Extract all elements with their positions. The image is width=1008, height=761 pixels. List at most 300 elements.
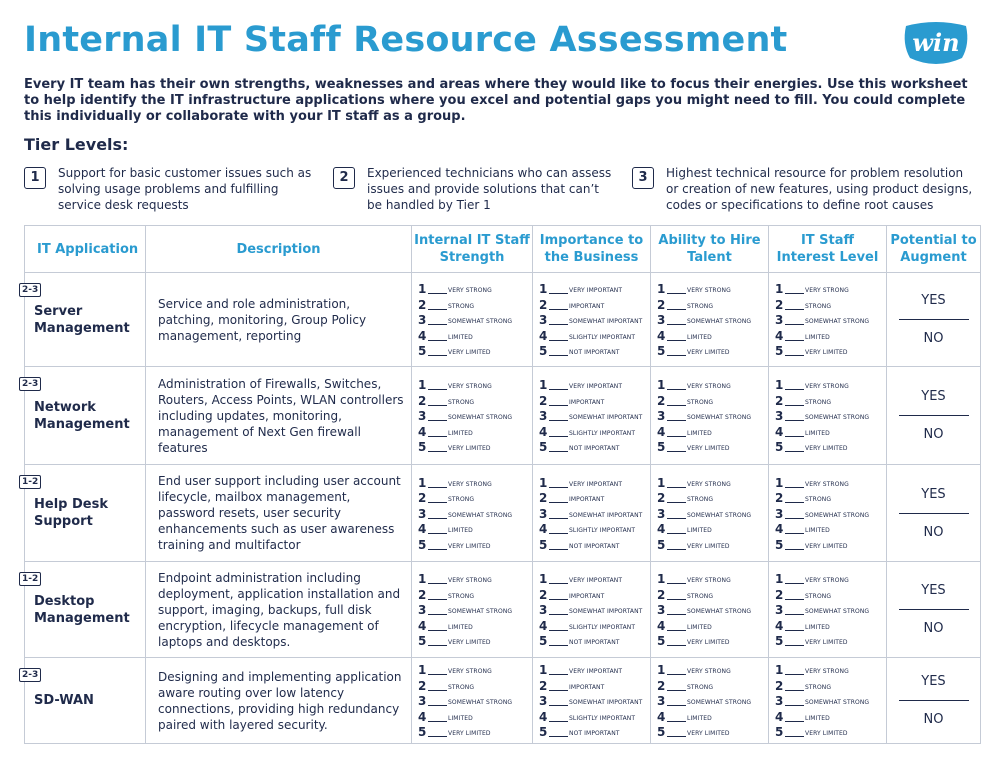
rating-option[interactable] xyxy=(775,633,886,649)
rating-number: 1 xyxy=(418,572,427,587)
rating-option[interactable] xyxy=(418,724,532,740)
rating-label: IMPORTANT xyxy=(569,302,605,310)
rating-blank-line[interactable] xyxy=(549,690,568,691)
rating-blank-line[interactable] xyxy=(549,533,568,534)
rating-option[interactable] xyxy=(539,724,650,740)
rating-blank-line[interactable] xyxy=(785,293,804,294)
rating-blank-line[interactable] xyxy=(785,614,804,615)
rating-blank-line[interactable] xyxy=(667,502,686,503)
rating-option[interactable] xyxy=(418,377,532,393)
rating-option[interactable] xyxy=(775,536,886,552)
rating-blank-line[interactable] xyxy=(785,405,804,406)
rating-label: STRONG xyxy=(805,592,832,600)
rating-option[interactable] xyxy=(657,662,768,678)
rating-label: VERY STRONG xyxy=(448,287,492,295)
rating-blank-line[interactable] xyxy=(667,721,686,722)
rating-blank-line[interactable] xyxy=(667,736,686,737)
rating-blank-line[interactable] xyxy=(667,405,686,406)
rating-option[interactable] xyxy=(775,521,886,537)
rating-number: 4 xyxy=(775,328,784,343)
rating-option[interactable] xyxy=(657,377,768,393)
app-description: Administration of Firewalls, Switches, Routers, Access Points, WLAN controllers including updates, monitoring, management of Next Gen firewall features xyxy=(146,367,412,465)
rating-blank-line[interactable] xyxy=(549,502,568,503)
rating-option[interactable] xyxy=(775,693,886,709)
rating-option[interactable] xyxy=(775,439,886,455)
rating-option[interactable] xyxy=(418,343,532,359)
rating-blank-line[interactable] xyxy=(428,674,447,675)
rating-label: VERY STRONG xyxy=(687,668,731,676)
rating-blank-line[interactable] xyxy=(549,451,568,452)
rating-label: SLIGHTLY IMPORTANT xyxy=(569,714,636,722)
rating-option[interactable] xyxy=(775,408,886,424)
rating-number: 5 xyxy=(657,344,666,359)
rating-option[interactable] xyxy=(775,423,886,439)
rating-blank-line[interactable] xyxy=(785,599,804,600)
rating-blank-line[interactable] xyxy=(549,487,568,488)
rating-number: 5 xyxy=(418,537,427,552)
rating-option[interactable] xyxy=(775,377,886,393)
rating-label: VERY LIMITED xyxy=(448,639,491,647)
rating-option[interactable] xyxy=(418,677,532,693)
rating-option[interactable] xyxy=(539,377,650,393)
rating-option[interactable] xyxy=(418,281,532,297)
rating-option[interactable] xyxy=(539,327,650,343)
hire-talent-rating xyxy=(651,367,769,465)
rating-blank-line[interactable] xyxy=(428,309,447,310)
rating-number: 3 xyxy=(539,694,548,709)
rating-option[interactable] xyxy=(418,536,532,552)
rating-blank-line[interactable] xyxy=(785,309,804,310)
augment-cell xyxy=(887,658,981,744)
app-cell xyxy=(22,562,146,658)
rating-number: 1 xyxy=(775,378,784,393)
rating-blank-line[interactable] xyxy=(549,324,568,325)
rating-label: NOT IMPORTANT xyxy=(569,730,620,738)
rating-blank-line[interactable] xyxy=(549,420,568,421)
rating-blank-line[interactable] xyxy=(428,549,447,550)
rating-blank-line[interactable] xyxy=(428,736,447,737)
rating-option[interactable] xyxy=(657,327,768,343)
rating-option[interactable] xyxy=(539,343,650,359)
rating-blank-line[interactable] xyxy=(428,502,447,503)
rating-number: 5 xyxy=(539,440,548,455)
rating-blank-line[interactable] xyxy=(785,420,804,421)
rating-label: SOMEWHAT STRONG xyxy=(448,318,513,326)
rating-number: 2 xyxy=(775,393,784,408)
augment-no[interactable]: NO xyxy=(923,621,944,636)
rating-blank-line[interactable] xyxy=(785,674,804,675)
rating-option[interactable] xyxy=(418,693,532,709)
header-importance: Importance to the Business xyxy=(533,226,651,273)
augment-cell xyxy=(887,367,981,465)
rating-blank-line[interactable] xyxy=(667,420,686,421)
rating-blank-line[interactable] xyxy=(549,549,568,550)
rating-blank-line[interactable] xyxy=(667,389,686,390)
rating-blank-line[interactable] xyxy=(667,599,686,600)
rating-blank-line[interactable] xyxy=(667,436,686,437)
tier-badge: 2-3 xyxy=(19,668,41,682)
rating-blank-line[interactable] xyxy=(785,355,804,356)
augment-yes[interactable]: YES xyxy=(921,486,946,502)
rating-option[interactable] xyxy=(775,505,886,521)
rating-label: VERY LIMITED xyxy=(687,445,730,453)
rating-option[interactable] xyxy=(657,693,768,709)
rating-blank-line[interactable] xyxy=(667,309,686,310)
rating-blank-line[interactable] xyxy=(549,614,568,615)
rating-blank-line[interactable] xyxy=(428,451,447,452)
rating-option[interactable] xyxy=(775,724,886,740)
rating-label: LIMITED xyxy=(448,714,473,722)
rating-option[interactable] xyxy=(775,617,886,633)
rating-number: 2 xyxy=(775,297,784,312)
rating-option[interactable] xyxy=(539,677,650,693)
rating-blank-line[interactable] xyxy=(428,324,447,325)
rating-option[interactable] xyxy=(775,281,886,297)
rating-option[interactable] xyxy=(539,602,650,618)
rating-option[interactable] xyxy=(657,536,768,552)
rating-label: SOMEWHAT IMPORTANT xyxy=(569,414,643,422)
rating-option[interactable] xyxy=(539,408,650,424)
rating-option[interactable] xyxy=(539,490,650,506)
augment-divider xyxy=(899,319,969,320)
rating-option[interactable] xyxy=(657,633,768,649)
rating-blank-line[interactable] xyxy=(785,549,804,550)
rating-option[interactable] xyxy=(539,505,650,521)
rating-blank-line[interactable] xyxy=(667,293,686,294)
rating-number: 1 xyxy=(657,282,666,297)
rating-blank-line[interactable] xyxy=(667,645,686,646)
rating-option[interactable] xyxy=(539,312,650,328)
augment-no[interactable]: NO xyxy=(923,331,944,346)
rating-option[interactable] xyxy=(539,439,650,455)
rating-number: 3 xyxy=(775,313,784,328)
rating-blank-line[interactable] xyxy=(785,502,804,503)
rating-option[interactable] xyxy=(657,724,768,740)
rating-blank-line[interactable] xyxy=(667,583,686,584)
rating-label: VERY LIMITED xyxy=(448,445,491,453)
rating-option[interactable] xyxy=(657,474,768,490)
rating-label: SOMEWHAT STRONG xyxy=(805,511,870,519)
rating-option[interactable] xyxy=(657,708,768,724)
rating-blank-line[interactable] xyxy=(785,630,804,631)
rating-number: 4 xyxy=(418,522,427,537)
rating-label: VERY LIMITED xyxy=(687,730,730,738)
rating-blank-line[interactable] xyxy=(667,705,686,706)
rating-blank-line[interactable] xyxy=(428,518,447,519)
rating-number: 5 xyxy=(657,725,666,740)
rating-option[interactable] xyxy=(418,586,532,602)
rating-blank-line[interactable] xyxy=(549,721,568,722)
rating-blank-line[interactable] xyxy=(667,324,686,325)
rating-option[interactable] xyxy=(418,617,532,633)
rating-label: SLIGHTLY IMPORTANT xyxy=(569,333,636,341)
rating-number: 4 xyxy=(657,328,666,343)
rating-option[interactable] xyxy=(539,586,650,602)
rating-label: SOMEWHAT STRONG xyxy=(448,699,513,707)
rating-blank-line[interactable] xyxy=(549,599,568,600)
rating-blank-line[interactable] xyxy=(549,705,568,706)
augment-no[interactable]: NO xyxy=(923,427,944,442)
rating-option[interactable] xyxy=(539,662,650,678)
rating-blank-line[interactable] xyxy=(549,674,568,675)
interest-level-rating xyxy=(769,367,887,465)
rating-option[interactable] xyxy=(775,343,886,359)
rating-option[interactable] xyxy=(775,571,886,587)
rating-blank-line[interactable] xyxy=(785,533,804,534)
rating-option[interactable] xyxy=(539,633,650,649)
importance-rating xyxy=(533,273,651,367)
rating-blank-line[interactable] xyxy=(667,674,686,675)
augment-yes[interactable]: YES xyxy=(921,389,946,404)
rating-option[interactable] xyxy=(657,617,768,633)
rating-blank-line[interactable] xyxy=(785,340,804,341)
rating-number: 2 xyxy=(775,678,784,693)
rating-blank-line[interactable] xyxy=(428,533,447,534)
rating-option[interactable] xyxy=(657,343,768,359)
rating-option[interactable] xyxy=(418,490,532,506)
rating-label: VERY IMPORTANT xyxy=(569,668,623,676)
rating-option[interactable] xyxy=(775,327,886,343)
rating-option[interactable] xyxy=(775,708,886,724)
rating-number: 5 xyxy=(775,344,784,359)
rating-option[interactable] xyxy=(775,662,886,678)
rating-blank-line[interactable] xyxy=(667,487,686,488)
rating-blank-line[interactable] xyxy=(785,736,804,737)
rating-option[interactable] xyxy=(418,505,532,521)
rating-label: LIMITED xyxy=(687,429,712,437)
augment-no[interactable]: NO xyxy=(923,524,944,540)
rating-blank-line[interactable] xyxy=(428,420,447,421)
rating-blank-line[interactable] xyxy=(785,645,804,646)
rating-blank-line[interactable] xyxy=(667,630,686,631)
rating-label: NOT IMPORTANT xyxy=(569,639,620,647)
rating-option[interactable] xyxy=(418,392,532,408)
rating-label: LIMITED xyxy=(448,429,473,437)
rating-label: LIMITED xyxy=(805,623,830,631)
rating-blank-line[interactable] xyxy=(667,340,686,341)
rating-option[interactable] xyxy=(418,662,532,678)
rating-label: VERY STRONG xyxy=(805,383,849,391)
rating-option[interactable] xyxy=(418,312,532,328)
augment-yes[interactable]: YES xyxy=(921,293,946,308)
staff-strength-rating xyxy=(412,562,533,658)
rating-label: SOMEWHAT STRONG xyxy=(805,414,870,422)
rating-blank-line[interactable] xyxy=(549,355,568,356)
rating-option[interactable] xyxy=(539,536,650,552)
rating-blank-line[interactable] xyxy=(428,340,447,341)
rating-option[interactable] xyxy=(539,296,650,312)
rating-option[interactable] xyxy=(418,408,532,424)
rating-option[interactable] xyxy=(418,602,532,618)
rating-option[interactable] xyxy=(657,392,768,408)
rating-blank-line[interactable] xyxy=(428,614,447,615)
importance-rating xyxy=(533,367,651,465)
rating-blank-line[interactable] xyxy=(549,518,568,519)
rating-number: 2 xyxy=(657,587,666,602)
rating-blank-line[interactable] xyxy=(785,487,804,488)
rating-label: SOMEWHAT IMPORTANT xyxy=(569,511,643,519)
app-name: Desktop Management xyxy=(34,593,130,626)
rating-blank-line[interactable] xyxy=(549,645,568,646)
rating-option[interactable] xyxy=(657,602,768,618)
rating-option[interactable] xyxy=(539,474,650,490)
rating-option[interactable] xyxy=(657,677,768,693)
rating-label: VERY STRONG xyxy=(448,480,492,488)
rating-number: 4 xyxy=(657,709,666,724)
rating-blank-line[interactable] xyxy=(549,583,568,584)
rating-option[interactable] xyxy=(418,571,532,587)
rating-blank-line[interactable] xyxy=(428,583,447,584)
rating-blank-line[interactable] xyxy=(549,630,568,631)
rating-option[interactable] xyxy=(418,521,532,537)
rating-number: 3 xyxy=(775,694,784,709)
header-staff-strength: Internal IT Staff Strength xyxy=(412,226,533,273)
rating-number: 5 xyxy=(775,537,784,552)
rating-option[interactable] xyxy=(657,439,768,455)
rating-option[interactable] xyxy=(539,281,650,297)
rating-option[interactable] xyxy=(539,617,650,633)
augment-no[interactable]: NO xyxy=(923,712,944,727)
rating-number: 4 xyxy=(539,709,548,724)
rating-blank-line[interactable] xyxy=(549,405,568,406)
rating-label: VERY IMPORTANT xyxy=(569,480,623,488)
rating-blank-line[interactable] xyxy=(785,705,804,706)
rating-option[interactable] xyxy=(657,296,768,312)
rating-label: VERY IMPORTANT xyxy=(569,287,623,295)
rating-option[interactable] xyxy=(657,423,768,439)
rating-number: 1 xyxy=(775,282,784,297)
augment-cell xyxy=(887,273,981,367)
rating-blank-line[interactable] xyxy=(428,487,447,488)
table-row xyxy=(25,273,981,367)
rating-option[interactable] xyxy=(539,392,650,408)
rating-option[interactable] xyxy=(657,281,768,297)
rating-blank-line[interactable] xyxy=(549,293,568,294)
rating-option[interactable] xyxy=(657,586,768,602)
rating-option[interactable] xyxy=(418,633,532,649)
rating-option[interactable] xyxy=(775,490,886,506)
rating-number: 4 xyxy=(657,424,666,439)
rating-blank-line[interactable] xyxy=(428,705,447,706)
rating-number: 5 xyxy=(775,725,784,740)
rating-label: IMPORTANT xyxy=(569,398,605,406)
rating-blank-line[interactable] xyxy=(785,690,804,691)
rating-label: LIMITED xyxy=(448,527,473,535)
rating-blank-line[interactable] xyxy=(428,389,447,390)
rating-blank-line[interactable] xyxy=(428,690,447,691)
augment-divider xyxy=(899,513,969,514)
rating-blank-line[interactable] xyxy=(549,436,568,437)
app-description: Service and role administration, patching, monitoring, Group Policy management, reporting xyxy=(146,273,412,367)
rating-option[interactable] xyxy=(539,708,650,724)
rating-blank-line[interactable] xyxy=(428,599,447,600)
rating-option[interactable] xyxy=(657,490,768,506)
rating-blank-line[interactable] xyxy=(785,324,804,325)
rating-blank-line[interactable] xyxy=(785,436,804,437)
rating-number: 2 xyxy=(418,297,427,312)
rating-option[interactable] xyxy=(657,571,768,587)
tier-1-text: Support for basic customer issues such as solving usage problems and fulfilling service desk requests xyxy=(58,166,312,212)
rating-blank-line[interactable] xyxy=(428,436,447,437)
rating-blank-line[interactable] xyxy=(785,721,804,722)
rating-label: SOMEWHAT STRONG xyxy=(448,608,513,616)
interest-level-rating xyxy=(769,658,887,744)
app-cell xyxy=(22,367,146,465)
rating-number: 1 xyxy=(775,663,784,678)
rating-blank-line[interactable] xyxy=(667,690,686,691)
rating-option[interactable] xyxy=(418,327,532,343)
augment-yes[interactable]: YES xyxy=(921,674,946,689)
rating-option[interactable] xyxy=(539,693,650,709)
rating-blank-line[interactable] xyxy=(667,533,686,534)
rating-option[interactable] xyxy=(657,408,768,424)
rating-option[interactable] xyxy=(775,296,886,312)
rating-option[interactable] xyxy=(539,571,650,587)
rating-blank-line[interactable] xyxy=(428,721,447,722)
rating-option[interactable] xyxy=(775,474,886,490)
rating-option[interactable] xyxy=(539,521,650,537)
rating-option[interactable] xyxy=(775,392,886,408)
rating-option[interactable] xyxy=(657,521,768,537)
rating-option[interactable] xyxy=(657,505,768,521)
rating-option[interactable] xyxy=(418,296,532,312)
rating-option[interactable] xyxy=(539,423,650,439)
rating-blank-line[interactable] xyxy=(785,518,804,519)
rating-blank-line[interactable] xyxy=(667,355,686,356)
rating-option[interactable] xyxy=(775,677,886,693)
tier-3-text: Highest technical resource for problem resolution or creation of new features, using product designs, codes or specifications to define root causes xyxy=(666,166,973,212)
rating-blank-line[interactable] xyxy=(428,293,447,294)
augment-yes[interactable]: YES xyxy=(921,583,946,598)
rating-blank-line[interactable] xyxy=(549,309,568,310)
rating-blank-line[interactable] xyxy=(785,389,804,390)
rating-blank-line[interactable] xyxy=(549,340,568,341)
tier-2-number: 2 xyxy=(333,167,355,189)
rating-option[interactable] xyxy=(775,602,886,618)
rating-blank-line[interactable] xyxy=(428,405,447,406)
rating-option[interactable] xyxy=(418,474,532,490)
rating-number: 4 xyxy=(657,618,666,633)
rating-blank-line[interactable] xyxy=(667,614,686,615)
rating-blank-line[interactable] xyxy=(667,518,686,519)
rating-option[interactable] xyxy=(418,439,532,455)
tier-2 xyxy=(333,165,623,213)
rating-number: 1 xyxy=(775,572,784,587)
rating-blank-line[interactable] xyxy=(667,451,686,452)
rating-option[interactable] xyxy=(418,423,532,439)
staff-strength-rating xyxy=(412,658,533,744)
rating-blank-line[interactable] xyxy=(428,630,447,631)
rating-blank-line[interactable] xyxy=(667,549,686,550)
rating-blank-line[interactable] xyxy=(428,645,447,646)
rating-option[interactable] xyxy=(418,708,532,724)
rating-label: STRONG xyxy=(687,302,714,310)
rating-blank-line[interactable] xyxy=(428,355,447,356)
rating-blank-line[interactable] xyxy=(785,583,804,584)
rating-blank-line[interactable] xyxy=(549,736,568,737)
table-row xyxy=(25,367,981,465)
rating-option[interactable] xyxy=(775,312,886,328)
rating-blank-line[interactable] xyxy=(549,389,568,390)
logo-text: win xyxy=(912,28,960,57)
rating-label: NOT IMPORTANT xyxy=(569,542,620,550)
rating-option[interactable] xyxy=(775,586,886,602)
rating-option[interactable] xyxy=(657,312,768,328)
rating-number: 3 xyxy=(657,313,666,328)
rating-label: VERY LIMITED xyxy=(805,730,848,738)
rating-blank-line[interactable] xyxy=(785,451,804,452)
intro-text: Every IT team has their own strengths, weaknesses and areas where they would like to focus their energies. Use this worksheet to help identify the IT infrastructure applications where you excel and potential gaps you might need to fill. You could complete this individually or collaborate with your IT staff as a group. xyxy=(24,77,968,124)
